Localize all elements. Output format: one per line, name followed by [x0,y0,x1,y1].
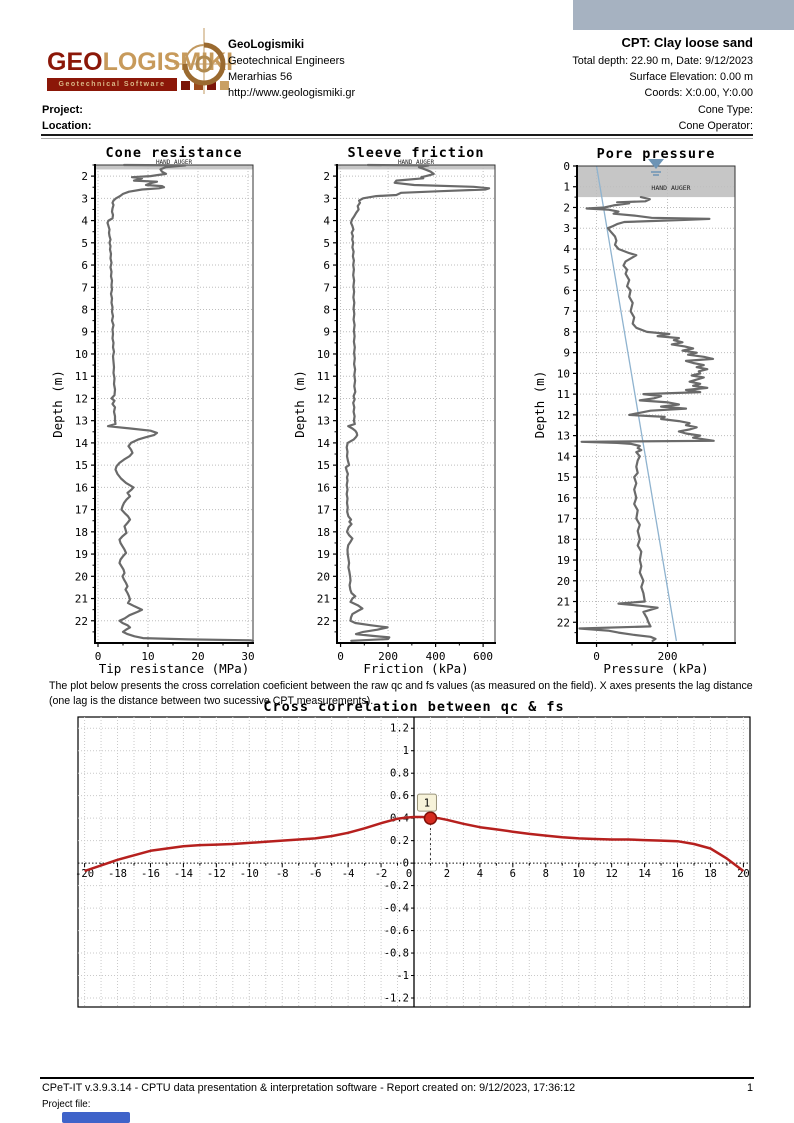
svg-text:0: 0 [94,650,102,663]
svg-text:-0.8: -0.8 [383,947,409,960]
svg-text:18: 18 [704,868,717,881]
selected-point-marker[interactable] [424,812,436,824]
svg-text:0.4: 0.4 [390,812,409,825]
project-label: Project: [42,104,83,116]
cpt-title: CPT: Clay loose sand [621,35,753,50]
svg-text:19: 19 [316,548,330,562]
svg-text:1.2: 1.2 [390,722,409,735]
cpt-total-depth-date: Total depth: 22.90 m, Date: 9/12/2023 [572,55,753,67]
svg-text:0: 0 [337,650,344,663]
svg-text:9: 9 [563,346,570,360]
cone-resistance-chart [50,145,255,676]
svg-text:9: 9 [323,325,330,339]
svg-text:4: 4 [563,242,570,256]
svg-text:-2: -2 [374,868,388,881]
cross-correlation-chart [75,699,750,1007]
svg-text:5: 5 [81,236,88,250]
svg-text:3: 3 [323,192,330,206]
qc-curve [108,165,254,641]
svg-text:10: 10 [556,367,570,381]
svg-text:10: 10 [316,347,330,361]
svg-text:8: 8 [542,868,549,881]
svg-text:12: 12 [316,392,330,406]
svg-text:200: 200 [378,650,399,663]
company-name: GeoLogismiki [228,39,305,51]
svg-text:0: 0 [593,650,600,663]
svg-text:600: 600 [473,650,494,663]
company-line2: Merarhias 56 [228,71,293,83]
svg-text:10: 10 [572,868,586,881]
logo-tagline: Geotechnical Software [47,78,177,91]
company-line1: Geotechnical Engineers [228,55,345,67]
svg-text:17: 17 [316,503,330,517]
hydrostatic-line [597,166,677,641]
svg-text:Pressure (kPa): Pressure (kPa) [603,661,709,676]
svg-text:0: 0 [563,160,570,173]
svg-text:20: 20 [191,650,205,663]
svg-text:200: 200 [657,650,678,663]
svg-text:3: 3 [81,192,88,206]
svg-text:0: 0 [405,868,413,881]
svg-text:HAND AUGER: HAND AUGER [155,159,193,166]
svg-text:6: 6 [323,259,330,273]
svg-text:1: 1 [402,745,409,758]
svg-text:30: 30 [241,650,255,663]
logo-logismiki-text: LOGISMIKI [102,48,234,76]
svg-text:15: 15 [74,459,88,473]
svg-text:21: 21 [316,592,330,606]
company-website-link[interactable]: http://www.geologismiki.gr [228,87,356,99]
svg-text:13: 13 [556,429,570,443]
svg-text:0.8: 0.8 [390,767,409,780]
svg-text:11: 11 [316,370,330,384]
svg-text:14: 14 [556,450,570,464]
svg-text:15: 15 [556,471,570,485]
svg-text:20: 20 [74,570,88,584]
svg-text:21: 21 [74,592,88,606]
footer-divider [40,1077,754,1079]
svg-text:16: 16 [671,868,684,881]
svg-text:5: 5 [323,236,330,250]
svg-text:7: 7 [323,281,330,295]
svg-text:15: 15 [316,459,330,473]
screen-artifact-bottom-left [62,1112,130,1123]
svg-text:9: 9 [81,325,88,339]
svg-text:22: 22 [316,614,330,628]
svg-text:2: 2 [443,868,451,881]
cross-correlation-description: The plot below presents the cross correlation coeficient between the raw qc and fs values (as measured on the field). X axes presents the lag distance (one lag is the distance between two sucessive CPT measurements). [49,680,753,707]
svg-text:22: 22 [556,616,570,630]
svg-text:20: 20 [737,868,750,881]
svg-text:18: 18 [316,525,330,539]
svg-text:Friction (kPa): Friction (kPa) [363,661,469,676]
svg-text:11: 11 [556,388,570,402]
svg-text:17: 17 [74,503,88,517]
logo-geo-text: GEO [47,48,103,76]
svg-text:-4: -4 [341,868,355,881]
svg-text:-14: -14 [173,868,193,881]
svg-text:16: 16 [74,481,88,495]
svg-text:4: 4 [323,214,330,228]
cone-type-label: Cone Type: [697,104,753,116]
project-file-label: Project file: [42,1099,91,1110]
svg-text:16: 16 [316,481,330,495]
svg-text:0: 0 [402,857,409,870]
svg-text:12: 12 [74,392,88,406]
svg-text:6: 6 [81,259,88,273]
svg-text:-18: -18 [108,868,128,881]
svg-text:20: 20 [556,574,570,588]
u2-curve [580,197,714,641]
svg-text:Depth (m): Depth (m) [532,370,547,439]
svg-text:Cross correlation between qc &: Cross correlation between qc & fs [263,699,565,715]
svg-text:-20: -20 [75,868,95,881]
svg-text:17: 17 [556,512,570,526]
svg-text:-12: -12 [206,868,226,881]
svg-text:18: 18 [74,525,88,539]
svg-text:6: 6 [563,284,570,298]
svg-text:2: 2 [323,170,330,184]
cpt-coords: Coords: X:0.00, Y:0.00 [644,87,753,99]
svg-text:11: 11 [74,370,88,384]
svg-text:-16: -16 [140,868,160,881]
svg-text:4: 4 [81,214,88,228]
svg-text:10: 10 [74,347,88,361]
svg-text:Sleeve friction: Sleeve friction [347,145,485,161]
svg-text:0.6: 0.6 [390,790,409,803]
svg-text:19: 19 [74,548,88,562]
svg-text:-10: -10 [239,868,259,881]
svg-text:HAND AUGER: HAND AUGER [651,183,691,192]
pore-pressure-chart [532,146,736,676]
cone-operator-label: Cone Operator: [678,120,753,132]
fs-curve [346,165,489,641]
svg-text:HAND AUGER: HAND AUGER [397,159,435,166]
svg-text:6: 6 [509,868,516,881]
svg-text:Cone resistance: Cone resistance [105,145,243,161]
svg-text:Depth (m): Depth (m) [50,370,65,438]
svg-text:14: 14 [638,868,651,881]
svg-text:-0.2: -0.2 [383,880,409,893]
location-label: Location: [42,120,92,132]
svg-text:400: 400 [425,650,446,663]
svg-text:5: 5 [563,263,570,277]
svg-text:20: 20 [316,570,330,584]
svg-text:7: 7 [563,305,570,319]
svg-text:13: 13 [316,414,330,428]
svg-text:-0.6: -0.6 [383,925,409,938]
svg-text:8: 8 [81,303,88,317]
svg-text:12: 12 [605,868,618,881]
svg-text:12: 12 [556,408,570,422]
svg-text:19: 19 [556,554,570,568]
svg-text:14: 14 [316,436,330,450]
svg-text:-8: -8 [275,868,289,881]
svg-text:13: 13 [74,414,88,428]
svg-text:1: 1 [423,797,431,810]
svg-text:22: 22 [74,614,88,628]
svg-text:Pore pressure: Pore pressure [596,146,716,162]
svg-text:-0.4: -0.4 [383,902,409,915]
svg-text:Depth (m): Depth (m) [292,370,307,438]
svg-text:18: 18 [556,533,570,547]
svg-text:16: 16 [556,491,570,505]
svg-text:10: 10 [141,650,155,663]
svg-text:21: 21 [556,595,570,609]
page-number: 1 [746,1082,753,1094]
footer-software-info: CPeT-IT v.3.9.3.14 - CPTU data presentation & interpretation software - Report created on: 9/12/2023, 17:36:12 [42,1082,576,1094]
svg-text:4: 4 [476,868,484,881]
svg-text:-1.2: -1.2 [383,992,409,1005]
svg-text:3: 3 [563,222,570,236]
svg-text:14: 14 [74,436,88,450]
svg-text:1: 1 [563,180,570,194]
svg-text:Tip resistance (MPa): Tip resistance (MPa) [98,661,250,676]
svg-text:-1: -1 [396,970,409,983]
svg-text:7: 7 [81,281,88,295]
svg-text:2: 2 [563,201,570,215]
cpt-surface-elevation: Surface Elevation: 0.00 m [629,71,753,83]
svg-text:-6: -6 [308,868,322,881]
svg-text:8: 8 [563,325,570,339]
sleeve-friction-chart [292,145,496,676]
svg-text:0.2: 0.2 [390,835,409,848]
svg-text:8: 8 [323,303,330,317]
svg-text:2: 2 [81,170,88,184]
